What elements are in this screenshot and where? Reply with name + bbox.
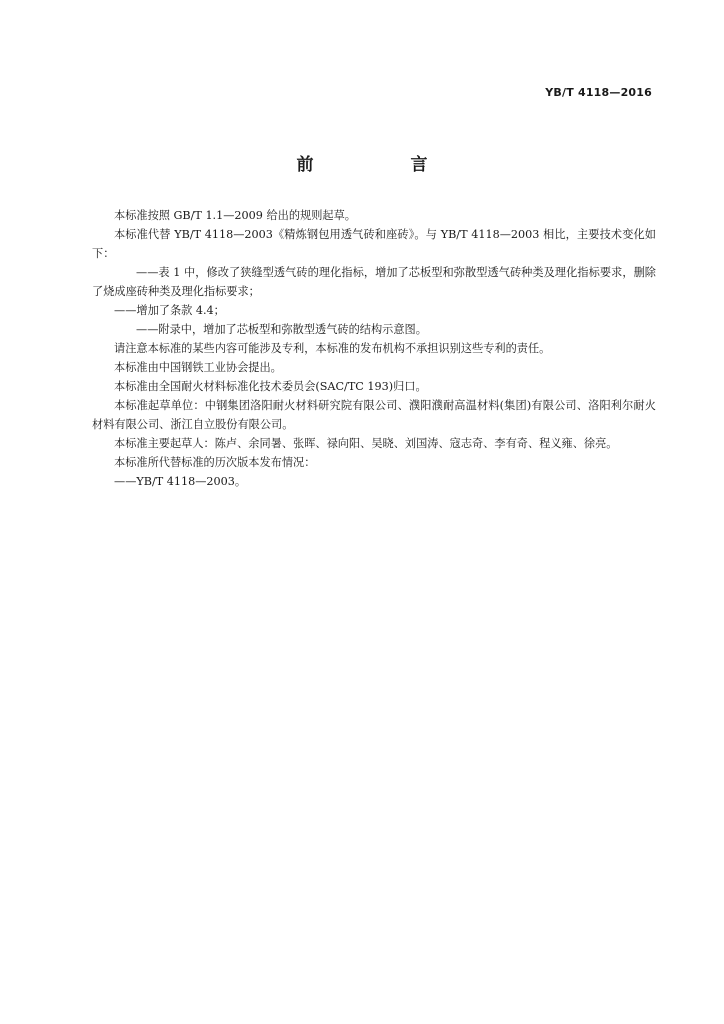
foreword-body	[92, 206, 656, 491]
paragraph-change-annex: ——附录中，增加了芯板型和弥散型透气砖的结构示意图。	[136, 323, 427, 336]
paragraph-change-table1: ——表 1 中，修改了狭缝型透气砖的理化指标，增加了芯板型和弥散型透气砖种类及理化指标要求，删除了烧成座砖种类及理化指标要求；	[92, 266, 656, 298]
paragraph-drafters: 本标准主要起草人：陈卢、余同暑、张晖、禄向阳、吴晓、刘国涛、寇志奇、李有奇、程义雍、徐亮。	[114, 437, 618, 450]
paragraph-drafting-rules: 本标准按照 GB/T 1.1—2009 给出的规则起草。	[114, 209, 356, 222]
paragraph-history-intro: 本标准所代替标准的历次版本发布情况：	[114, 456, 316, 469]
paragraph-proposed-by: 本标准由中国钢铁工业协会提出。	[114, 361, 282, 374]
standard-code: YB/T 4118—2016	[545, 86, 652, 99]
paragraph-history-item: ——YB/T 4118—2003。	[114, 475, 247, 488]
paragraph-patent-notice: 请注意本标准的某些内容可能涉及专利，本标准的发布机构不承担识别这些专利的责任。	[114, 342, 551, 355]
paragraph-replaces: 本标准代替 YB/T 4118—2003《精炼钢包用透气砖和座砖》。与 YB/T 4118—2003 相比，主要技术变化如下：	[92, 228, 656, 260]
paragraph-change-clause: ——增加了条款 4.4；	[114, 304, 225, 317]
paragraph-drafting-units: 本标准起草单位：中钢集团洛阳耐火材料研究院有限公司、濮阳濮耐高温材料(集团)有限公司、洛阳利尔耐火材料有限公司、浙江自立股份有限公司。	[92, 399, 656, 431]
page-title: 前 言	[296, 155, 468, 175]
paragraph-centralized-by: 本标准由全国耐火材料标准化技术委员会(SAC/TC 193)归口。	[114, 380, 427, 393]
